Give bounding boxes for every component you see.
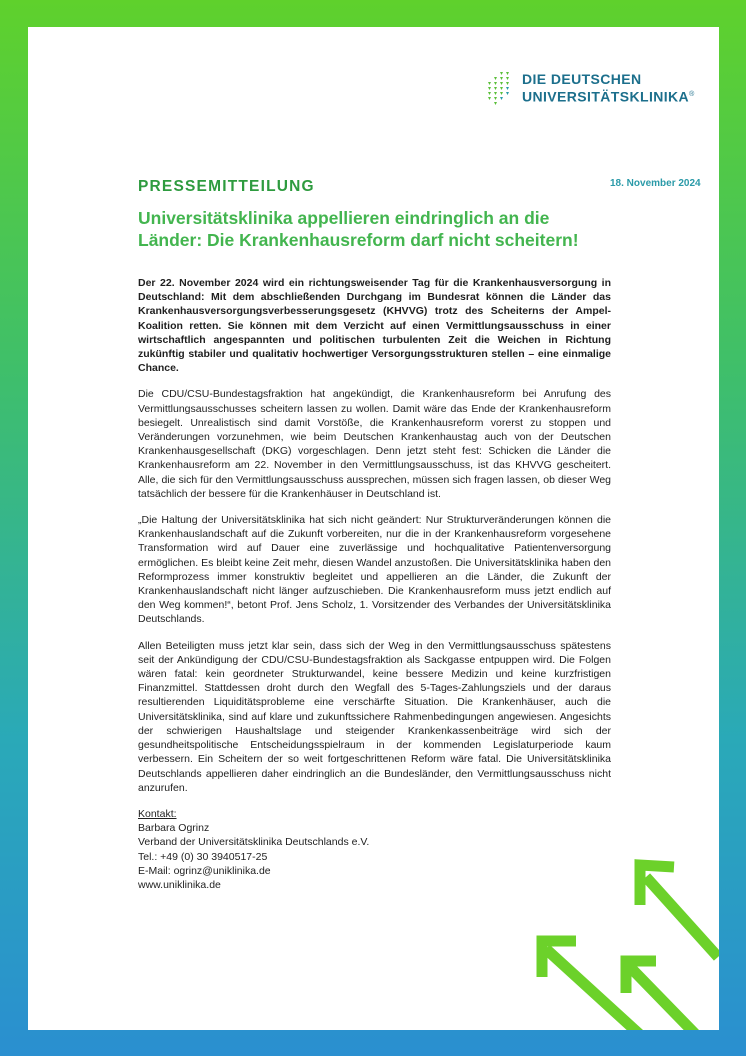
body-paragraph-1: Die CDU/CSU-Bundestagsfraktion hat angekündigt, die Krankenhausreform bei Anrufung des Vermittlungsausschusses scheitern lassen zu wollen. Damit wäre das Ende der Krankenhausreform besiegelt. Unrealistisch sind damit Vorstöße, die Krankenhausreform vorerst zu stoppen und Veränderungen vorzunehmen, wie beim Deutschen Krankenhaustag auch von der Deutschen Krankenhausgesellschaft (DKG) vorgeschlagen. Denn jetzt steht fest: Schicken die Länder die Krankenhausreform am 22. November in den Vermittlungsausschuss, ist das KHVVG gescheitert. Alle, die sich für den Vermittlungsausschuss aussprechen, müssen sich fragen lassen, ob dieser Weg tatsächlich der bessere für die Krankenhäuser in Deutschland ist. [138, 388, 611, 500]
contact-phone: Tel.: +49 (0) 30 3940517-25 [138, 850, 268, 863]
arrow-up-left-icon [542, 941, 648, 1030]
body-paragraph-2: „Die Haltung der Universitätsklinika hat sich nicht geändert: Nur Strukturveränderungen können die Krankenhauslandschaft auf die Zukunft vorbereiten, nur die in der Krankenhausreform vorgesehene Transformation wird auf Dauer eine zuverlässige und hochqualitative Patientenversorgung ermöglichen. Es bleibt keine Zeit mehr, diesen Wandel anzustoßen. Die Universitätsklinika haben den Reformprozess immer konstruktiv begleitet und appellieren an die Länder, die Zukunft der Krankenhauslandschaft nicht länger aufzuschieben. Die Krankenhausreform muss jetzt endlich auf den Weg kommen!“, betont Prof. Jens Scholz, 1. Vorsitzender des Verbandes der Universitätsklinika Deutschlands. [138, 514, 611, 626]
logo-triangle-grid-icon [484, 71, 514, 105]
body-paragraph-3: Allen Beteiligten muss jetzt klar sein, dass sich der Weg in den Vermittlungsausschuss spätestens seit der Ankündigung der CDU/CSU-Bundestagsfraktion als Sackgasse entpuppen wird. Die Folgen wären fatal: kein geordneter Strukturwandel, keine bessere Medizin und keine kurzfristigen Finanzmittel. Stattdessen droht durch den Wegfall des 5-Tages-Zahlungsziels und der daraus resultierenden Liquiditätsprobleme eine verschärfte Situation. Die Krankenhäuser, auch die Universitätsklinika, sind auf klare und zukunftssichere Rahmenbedingungen angewiesen. Angesichts der schwierigen Haushaltslage und steigender Krankenkassenbeiträge wird sich der gesundheitspolitische Entscheidungsspielraum in der kommenden Legislaturperiode kaum verbessern. Ein Scheitern der so weit fortgeschrittenen Reform wäre fatal. Die Universitätsklinika Deutschlands appellieren daher eindringlich an die Bundesländer, den Vermittlungsausschuss nicht anzurufen. [138, 639, 611, 794]
contact-name: Barbara Ogrinz [138, 822, 210, 835]
logo-line-1: DIE DEUTSCHEN [522, 70, 642, 87]
organization-logo [484, 71, 695, 105]
press-release-page [28, 27, 719, 1030]
contact-email: E-Mail: ogrinz@uniklinika.de [138, 864, 271, 877]
contact-website: www.uniklinika.de [138, 878, 221, 891]
page-title: Universitätsklinika appellieren eindringlich an die Länder: Die Krankenhausreform darf nicht scheitern! [138, 208, 579, 250]
contact-heading: Kontakt: [138, 807, 177, 820]
article-body [138, 276, 611, 892]
contact-organization: Verband der Universitätsklinika Deutschlands e.V. [138, 836, 370, 849]
arrow-up-left-icon [640, 865, 718, 957]
press-release-label: PRESSEMITTEILUNG [138, 178, 315, 195]
release-date: 18. November 2024 [610, 178, 701, 189]
arrow-up-left-icon [626, 961, 703, 1030]
decorative-arrows [528, 837, 719, 1030]
lead-paragraph: Der 22. November 2024 wird ein richtungsweisender Tag für die Krankenhausversorgung in Deutschland: Mit dem abschließenden Durchgang im Bundesrat können die Länder das Krankenhausversorgungsverbesserungsgesetz (KHVVG) trotz des Scheiterns der Ampel-Koalition retten. Sie können mit dem Verzicht auf einen Vermittlungsausschuss in einer wirtschaftlich angespannten und politischen turbulenten Zeit die Weichen in Richtung zukünftig stabiler und qualitativ hochwertiger Versorgungsstrukturen stellen – eine einmalige Chance. [138, 277, 611, 375]
logo-line-2: UNIVERSITÄTSKLINIKA [522, 88, 690, 105]
logo-trademark: ® [689, 90, 695, 98]
